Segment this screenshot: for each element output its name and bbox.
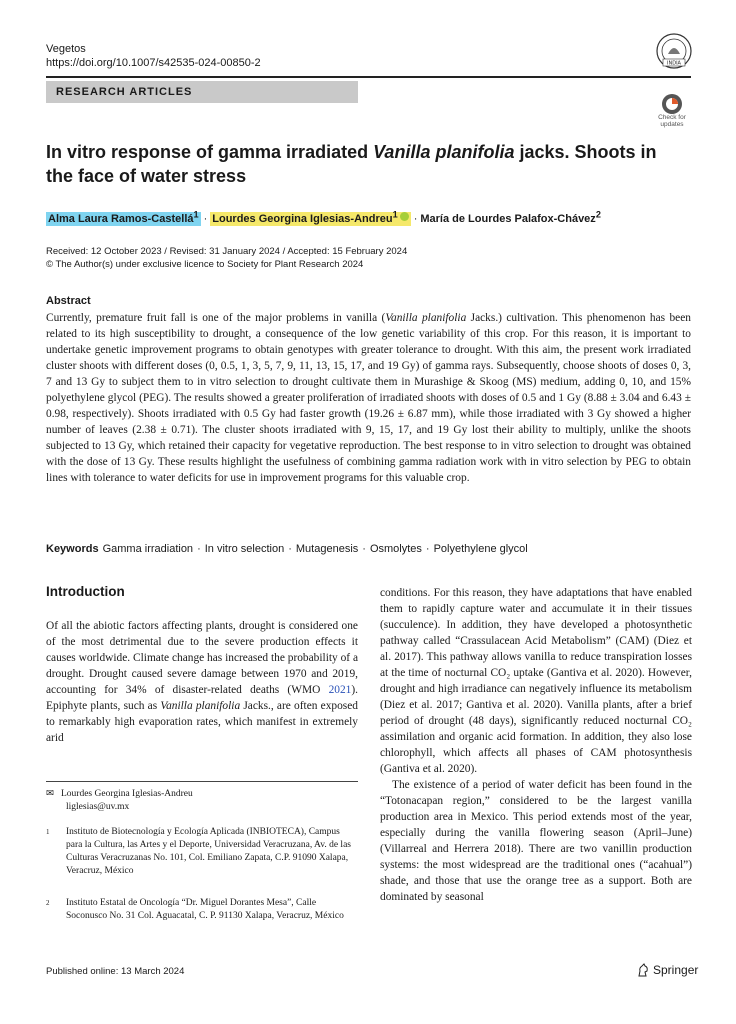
footnote-rule — [46, 781, 358, 782]
keyword: Mutagenesis — [295, 543, 359, 555]
affiliation-2: 2 Instituto Estatal de Oncología “Dr. Miguel Dorantes Mesa”, Calle Soconusco No. 31 Col. Aguacatal, C. P. 91130 Xalapa, Veracruz, México — [46, 898, 344, 921]
introduction-heading: Introduction — [46, 584, 125, 599]
author-list: Alma Laura Ramos-Castellá$^1$ · Lourdes Georgina Iglesias-Andreu$^1$ · María de Lourdes Palafox-Chávez$^2$ — [48, 209, 601, 225]
author-1[interactable]: Alma Laura Ramos-Castellá$^1$ — [48, 209, 199, 225]
keyword: Gamma irradiation — [102, 543, 194, 555]
section-label: RESEARCH ARTICLES — [46, 81, 358, 103]
intro-right-column — [380, 585, 692, 905]
publisher-logo: Springer — [636, 963, 698, 977]
check-updates-label: Check for updates — [658, 114, 686, 128]
author-2[interactable]: Lourdes Georgina Iglesias-Andreu$^1$ — [210, 212, 410, 226]
contact-email[interactable]: liglesias@uv.mx — [66, 802, 130, 812]
abstract-body: Currently, premature fruit fall is one of the major problems in vanilla (Vanilla planifolia Jacks.) cultivation. This phenomenon has been related to its high susceptibility to drought, a consequence of the low genetic variability of this crop. For this reason, it is important to undertake genetic improvement programs to obtain genotypes with greater tolerance to drought. With this aim, the present work irradiated cluster shoots with different doses (0, 0.5, 1, 3, 5, 7, 9, 11, 13, 15, 17, and 19 Gy) of gamma rays. Subsequently, choose shoots of doses 0, 3, 7 and 13 Gy to subject them to in vitro selection to drought cultivate them in Murashige & Skoog (MS) medium, adding 0, 10, and 15% polyethylene glycol (PEG). The results showed a greater proliferation of irradiated shoots with doses of 0.5 and 1 Gy (8.88 ± 3.04 and 6.43 ± 0.98, respectively). Shoots irradiated with 0.5 Gy had faster growth (19.26 ± 6.87 mm), while those irradiated with 3 Gy showed a higher number of leaves (2.38 ± 0.71). The cluster shoots irradiated with 9, 15, 17, and 19 Gy lost their ability to multiply, unlike the shoots subjected to 13 Gy, which retained their capacity for vegetative reproduction. The best response to in vitro selection to drought was obtained with the dose of 13 Gy. These results highlight the usefulness of combining gamma radiation work with in vitro selection by PEG to obtain lines with tolerance to water deficits for use in improvement programs for this valuable crop. — [46, 312, 691, 484]
abstract-heading: Abstract — [46, 295, 91, 307]
springer-horse-icon — [636, 963, 650, 977]
intro-left-column: Of all the abiotic factors affecting plants, drought is considered one of the most detrimental due to the severe production effects it causes worldwide. Climate change has increased the probability of a drought. Drought caused severe damage between 1970 and 2019, accounting for 34% of disaster-related deaths (WMO 2021). Epiphyte plants, such as Vanilla planifolia Jacks., are often exposed to remarkably high evaporation rates, which manifest in extremely arid — [46, 620, 358, 744]
intro-paragraph: conditions. For this reason, they have adaptations that have enabled them to rapidly capture water and accumulate it in their tissues (succulence). In addition, they have developed a photosynthetic pathway called “Crassulacean Acid Metabolism” (CAM) (Diez et al. 2017). This pathway allows vanilla to reduce transpiration losses at the time of nocturnal CO₂ uptake (Gantiva et al. 2020). However, drought and high irradiance can negatively influence its metabolism (Diez et al. 2017; Gantiva et al. 2020). Vanilla plants, after a brief period of drought (48 days), significantly reduced nocturnal CO₂ assimilation and organic acid formation. In addition, they also lose chlorophyll, which affects all phases of CAM photosynthesis (Gantiva et al. 2020). — [380, 587, 692, 775]
doi-link[interactable]: https://doi.org/10.1007/s42535-024-00850-2 — [46, 57, 261, 69]
journal-name: Vegetos — [46, 43, 86, 55]
copyright-line: © The Author(s) under exclusive licence to Society for Plant Research 2024 — [46, 259, 364, 270]
seal-text: INDIA — [667, 60, 681, 67]
article-dates: Received: 12 October 2023 / Revised: 31 January 2024 / Accepted: 15 February 2024 — [46, 246, 408, 257]
affiliation-1: 1 Instituto de Biotecnología y Ecología Aplicada (INBIOTECA), Campus para la Cultura, las Artes y el Deporte, Universidad Veracruzana, Av. de las Culturas Veracruzanas No. 101, Col. Emiliano Zapata, C.P. 91090 Xalapa, Veracruz, México — [46, 827, 351, 876]
envelope-icon: ✉ — [46, 789, 54, 799]
check-updates-icon — [652, 92, 692, 116]
intro-paragraph: The existence of a period of water deficit has been found in the “Totonacapan region,” considered to be the largest vanilla production area in Mexico. This period extends most of the year, especially during the vanilla flowering season (April–June) (Villarreal and Herrera 2018). There are two vanillin production systems: the most widespread are the traditional ones (“acahual”) shade, and those that use the orange tree as a support. Both are dominated by seasonal — [380, 779, 692, 903]
keywords: Keywords Gamma irradiation · In vitro selection · Mutagenesis · Osmolytes · Polyethylene glycol — [46, 543, 528, 555]
society-seal-icon — [655, 32, 693, 70]
keyword: Polyethylene glycol — [433, 543, 528, 555]
author-3[interactable]: María de Lourdes Palafox-Chávez$^2$ — [420, 209, 601, 225]
keywords-label: Keywords — [46, 543, 99, 555]
article-title: In vitro response of gamma irradiated Vanilla planifolia jacks. Shoots in the face of water stress — [46, 142, 657, 186]
header-rule — [46, 76, 691, 78]
citation-link[interactable]: 2021 — [328, 684, 352, 696]
keyword: Osmolytes — [369, 543, 422, 555]
orcid-icon[interactable] — [400, 212, 409, 221]
corresponding-author: ✉ Lourdes Georgina Iglesias-Andreu — [46, 789, 193, 799]
keyword: In vitro selection — [204, 543, 285, 555]
published-date: Published online: 13 March 2024 — [46, 966, 185, 977]
